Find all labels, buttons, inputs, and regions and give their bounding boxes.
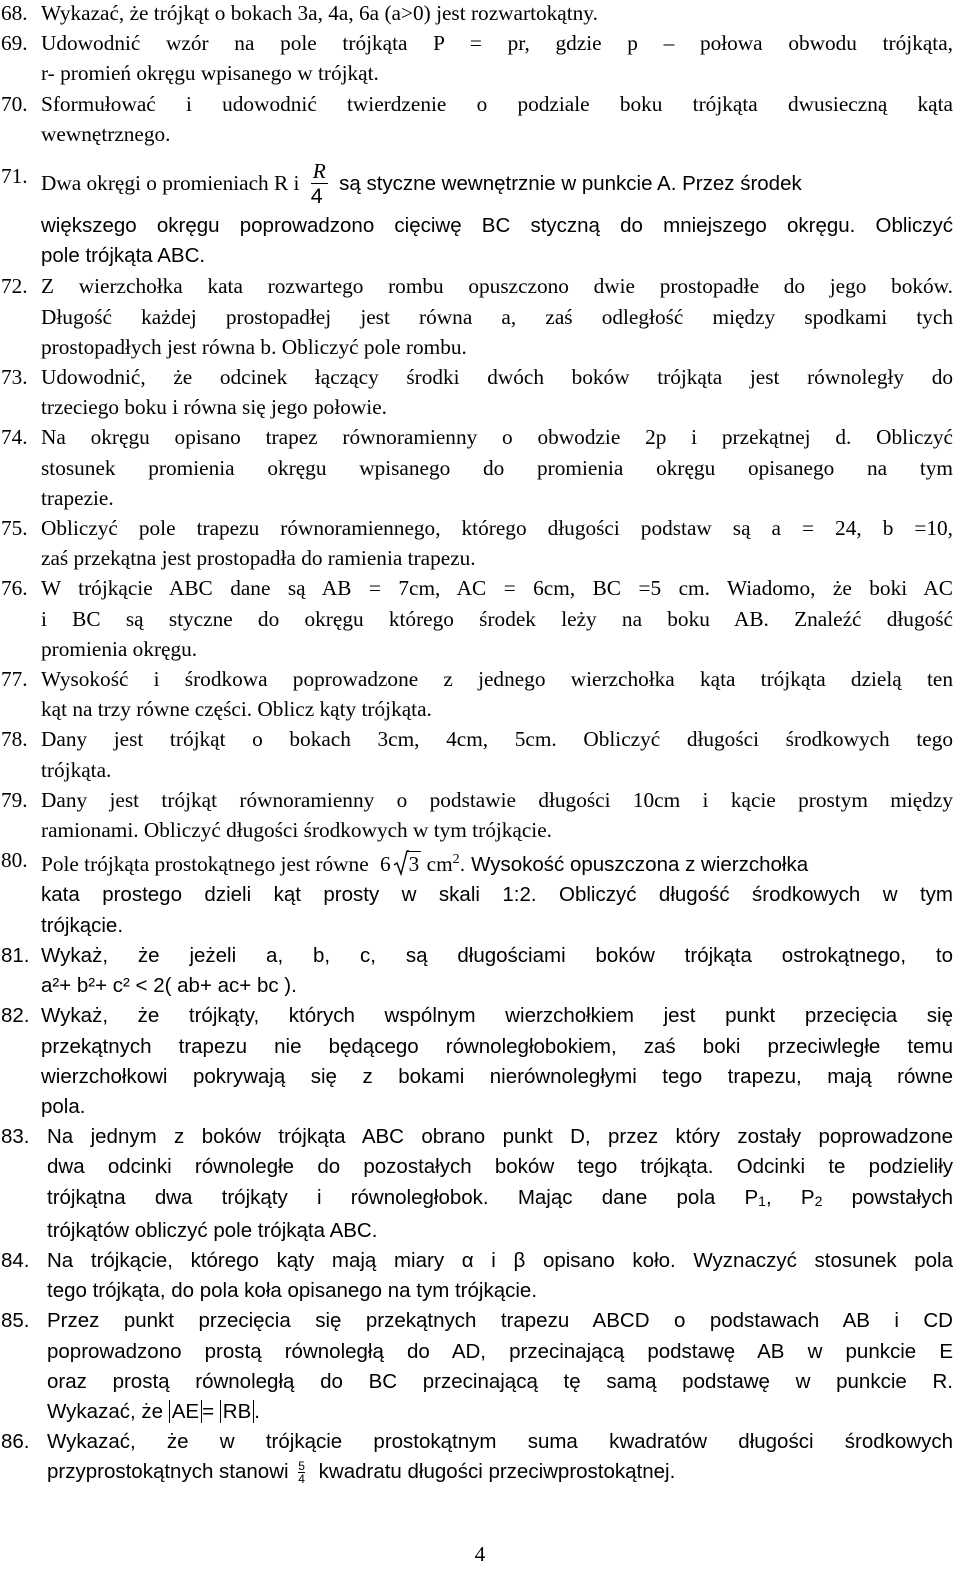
- problem-text: wewnętrznego.: [41, 121, 171, 146]
- absolute-value: AE: [169, 1400, 202, 1423]
- problem-text: kata prostego dzieli kąt prosty w skali 1:2. Obliczyć długość środkowych w tym: [41, 883, 953, 907]
- fraction-r-over-4: [311, 159, 328, 208]
- subscript: 2: [814, 1192, 823, 1209]
- problem-number: 85.: [1, 1309, 30, 1333]
- problem-number: 86.: [1, 1430, 30, 1454]
- problem-text: pola.: [41, 1094, 86, 1118]
- problem-text-with-subscripts: [47, 1183, 953, 1216]
- problem-text-with-root: [41, 845, 953, 880]
- problem-text: prostopadłych jest równa b. Obliczyć pole rombu.: [41, 334, 467, 359]
- square-root: [393, 849, 422, 879]
- problem-text: trójkątna dwa trójkąty i równoległobok. Mając dane pola P: [47, 1185, 759, 1209]
- problem-text: Na jednym z boków trójkąta ABC obrano punkt D, przez który zostały poprowadzone: [47, 1125, 953, 1149]
- problem-text: trójkąta.: [41, 757, 112, 782]
- problem-text: Wykaż, że trójkąty, których wspólnym wierzchołkiem jest punkt przecięcia się: [41, 1004, 953, 1028]
- subscript: 1: [758, 1192, 766, 1209]
- problem-number: 68.: [1, 1, 28, 25]
- problem-number: 73.: [1, 365, 28, 390]
- absolute-value: RB: [220, 1400, 254, 1423]
- problem-text: są styczne wewnętrznie w punkcie A. Przez środek: [339, 172, 802, 196]
- problem-74: [0, 422, 953, 513]
- problem-text: Wykazać, że w trójkącie prostokątnym suma kwadratów długości środkowych: [47, 1430, 953, 1454]
- problem-text: pole trójkąta ABC.: [41, 244, 206, 268]
- problem-text: trójkątów obliczyć pole trójkąta ABC.: [47, 1218, 378, 1242]
- problem-text: , P: [765, 1185, 815, 1209]
- problem-number: 71.: [1, 164, 28, 189]
- problem-text: trójkącie.: [41, 913, 124, 937]
- problem-text: stosunek promienia okręgu wpisanego do promienia okręgu opisanego na tym: [41, 455, 953, 480]
- problem-73: [0, 362, 953, 422]
- problem-77: [0, 664, 953, 724]
- problem-text: i BC są styczne do okręgu którego środek leży na boku AB. Znaleźć długość: [41, 606, 953, 631]
- problem-text: Wysokość i środkowa poprowadzone z jednego wierzchołka kąta trójkąta dzielą ten: [41, 667, 953, 692]
- problem-number: 70.: [1, 91, 28, 116]
- problem-text: Udowodnić wzór na pole trójkąta P = pr, gdzie p – połowa obwodu trójkąta,: [41, 31, 953, 56]
- problem-number: 72.: [1, 274, 28, 299]
- problem-text: Na okręgu opisano trapez równoramienny o obwodzie 2p i przekątnej d. Obliczyć: [41, 425, 953, 450]
- radicand: 3: [408, 852, 420, 877]
- problem-text: Dwa okręgi o promieniach R i: [41, 171, 300, 196]
- problem-76: [0, 573, 953, 664]
- unit: cm: [426, 852, 453, 877]
- problem-text: Udowodnić, że odcinek łączący środki dwóch boków trójkąta jest równoległy do: [41, 365, 953, 390]
- page-number: 4: [474, 1542, 486, 1566]
- problem-text-with-fraction: [41, 155, 953, 211]
- problem-number: 78.: [1, 727, 28, 752]
- problem-text: Długość każdej prostopadłej jest równa a, zaś odległość między spodkami tych: [41, 304, 953, 329]
- problem-text: a²+ b²+ c² < 2( ab+ ac+ bc ).: [41, 974, 297, 998]
- fraction-denominator: 4: [298, 1472, 305, 1487]
- problem-text: kwadratu długości przeciwprostokątnej.: [318, 1460, 676, 1484]
- problem-text: trapezie.: [41, 485, 114, 510]
- problem-text: wierzchołkowi pokrywają się z bokami nierównoległymi tego trapezu, mają równe: [41, 1064, 953, 1088]
- problem-79: [0, 785, 953, 845]
- problem-text: zaś przekątna jest prostopadła do ramienia trapezu.: [41, 546, 476, 571]
- problem-text: Wykaż, że jeżeli a, b, c, są długościami boków trójkąta ostrokątnego, to: [41, 943, 953, 967]
- problem-80: [0, 845, 953, 941]
- problem-text: . Wysokość opuszczona z wierzchołka: [459, 853, 809, 877]
- problem-82: [0, 1001, 953, 1122]
- problem-text: promienia okręgu.: [41, 636, 198, 661]
- period: .: [254, 1399, 260, 1423]
- problem-text: Z wierzchołka kata rozwartego rombu opuszczono dwie prostopadłe do jego boków.: [41, 274, 953, 299]
- problem-68: [0, 0, 953, 28]
- problem-number: 82.: [1, 1004, 30, 1028]
- problem-83: [0, 1122, 953, 1246]
- problem-text: przekątnych trapezu nie będącego równoległobokiem, zaś boki przeciwległe temu: [41, 1034, 953, 1058]
- problem-number: 76.: [1, 576, 28, 601]
- problem-84: [0, 1246, 953, 1306]
- problem-text: kąt na trzy równe części. Oblicz kąty trójkąta.: [41, 697, 432, 722]
- problem-number: 81.: [1, 943, 30, 967]
- problem-text: powstałych: [851, 1185, 953, 1209]
- unit-exponent: 2: [452, 852, 460, 868]
- problem-72: [0, 271, 953, 362]
- problem-text: ramionami. Obliczyć długości środkowych w tym trójkącie.: [41, 818, 553, 843]
- problem-number: 75.: [1, 516, 28, 541]
- problem-text: tego trójkąta, do pola koła opisanego na tym trójkącie.: [47, 1279, 538, 1303]
- problem-71: [0, 155, 953, 271]
- problem-number: 83.: [1, 1125, 30, 1149]
- problem-text: Pole trójkąta prostokątnego jest równe: [41, 852, 369, 877]
- problem-text: r- promień okręgu wpisanego w trójkąt.: [41, 61, 379, 86]
- problem-text: oraz prostą równoległą do BC przecinającą tę samą podstawę w punkcie R.: [47, 1369, 953, 1393]
- fraction-5-over-4: [298, 1460, 305, 1485]
- problem-number: 69.: [1, 31, 28, 56]
- problem-text: Sformułować i udowodnić twierdzenie o podziale boku trójkąta dwusieczną kąta: [41, 91, 953, 116]
- problem-number: 84.: [1, 1248, 30, 1272]
- problem-text: większego okręgu poprowadzono cięciwę BC styczną do mniejszego okręgu. Obliczyć: [41, 214, 953, 238]
- problem-81: [0, 941, 953, 1001]
- problem-text: Wykazać, że: [47, 1399, 164, 1423]
- problem-text: poprowadzono prostą równoległą do AD, przecinającą podstawę AB w punkcie E: [47, 1339, 953, 1363]
- fraction-denominator: 4: [310, 183, 323, 208]
- problem-number: 80.: [1, 848, 28, 873]
- problem-text: Obliczyć pole trapezu równoramiennego, którego długości podstaw są a = 24, b =10,: [41, 516, 953, 541]
- problem-text: dwa odcinki równoległe do pozostałych boków tego trójkąta. Odcinki te podzieliły: [47, 1155, 953, 1179]
- problem-text: trzeciego boku i równa się jego połowie.: [41, 395, 387, 420]
- problem-text: Dany jest trójkąt o bokach 3cm, 4cm, 5cm. Obliczyć długości środkowych tego: [41, 727, 953, 752]
- problem-text: W trójkącie ABC dane są AB = 7cm, AC = 6cm, BC =5 cm. Wiadomo, że boki AC: [41, 576, 953, 601]
- problem-70: [0, 89, 953, 149]
- problem-text: Dany jest trójkąt równoramienny o podstawie długości 10cm i kącie prostym między: [41, 787, 953, 812]
- problem-number: 74.: [1, 425, 28, 450]
- problem-text-with-fraction: [47, 1457, 953, 1487]
- fraction-numerator: 5: [298, 1459, 305, 1474]
- problem-75: [0, 513, 953, 573]
- problem-text: Wykazać, że trójkąt o bokach 3a, 4a, 6a (a>0) jest rozwartokątny.: [41, 1, 598, 25]
- problem-86: [0, 1427, 953, 1487]
- fraction-numerator: R: [312, 158, 326, 183]
- square-root-expression: [380, 852, 460, 876]
- problem-number: 77.: [1, 667, 28, 692]
- equals-sign: =: [202, 1399, 215, 1423]
- problem-text: Na trójkącie, którego kąty mają miary α i β opisano koło. Wyznaczyć stosunek pola: [47, 1248, 953, 1272]
- problem-78: [0, 724, 953, 784]
- problem-85: [0, 1306, 953, 1427]
- root-coefficient: 6: [380, 852, 391, 877]
- radical-sign-icon: [393, 850, 409, 876]
- problem-text-with-abs: [47, 1397, 953, 1427]
- problem-number: 79.: [1, 787, 28, 812]
- problem-69: [0, 28, 953, 88]
- problem-text: Przez punkt przecięcia się przekątnych trapezu ABCD o podstawach AB i CD: [47, 1309, 953, 1333]
- problem-text: przyprostokątnych stanowi: [47, 1460, 289, 1484]
